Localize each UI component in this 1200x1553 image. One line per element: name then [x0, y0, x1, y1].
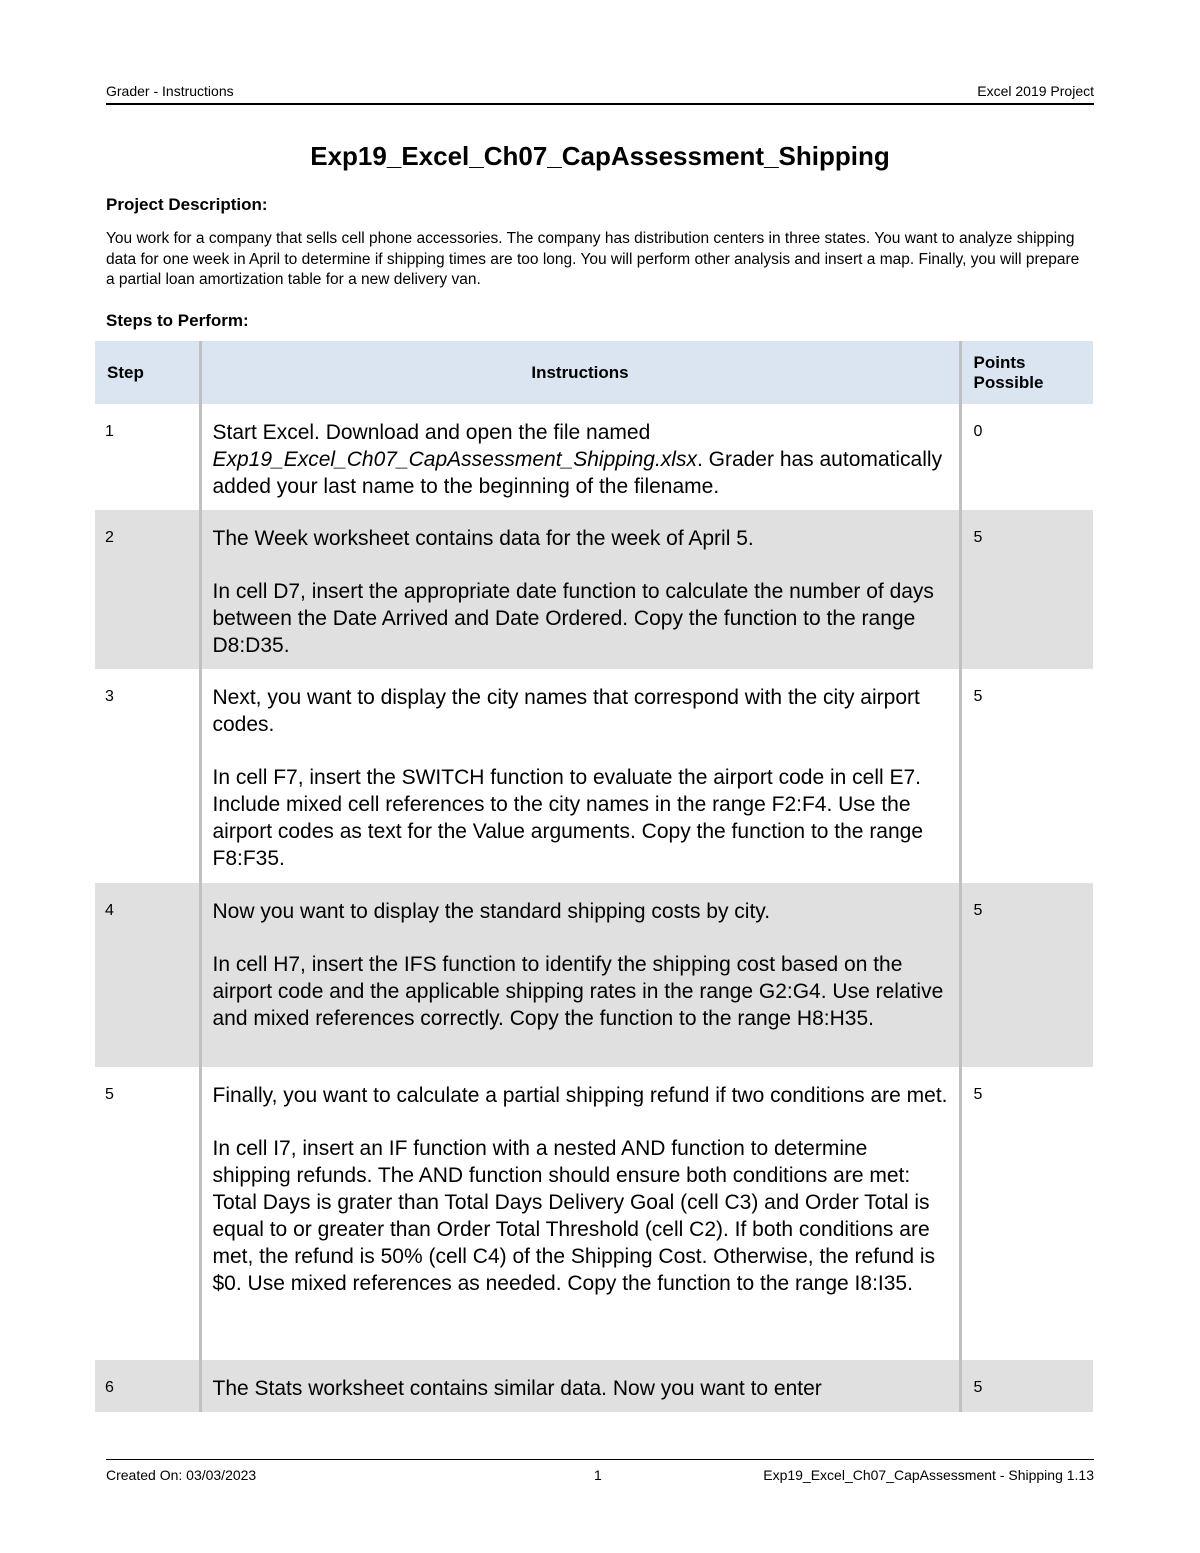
- step-points: 5: [960, 883, 1093, 1067]
- step-instructions: [200, 1360, 960, 1412]
- step-number: 2: [95, 510, 200, 669]
- step-points: 5: [960, 1067, 1093, 1360]
- step-points: 5: [960, 510, 1093, 669]
- step-points: 5: [960, 1360, 1093, 1412]
- table-row: [95, 404, 1093, 510]
- header-instructions: Instructions: [200, 341, 960, 404]
- step-number: 6: [95, 1360, 200, 1412]
- header-left-text: Grader - Instructions: [106, 83, 234, 99]
- instruction-paragraph: In cell I7, insert an IF function with a nested AND function to determine shipping refunds. The AND function should ensure both conditions are met: Total Days is grater than Total Days Delivery Goal (cell C3) and Order Total is equal to or greater than Order Total Threshold (cell C2). If both conditions are met, the refund is 50% (cell C4) of the Shipping Cost. Otherwise, the refund is $0. Use mixed references as needed. Copy the function to the range I8:I35.: [212, 1137, 936, 1295]
- project-description-text: You work for a company that sells cell phone accessories. The company has distribution centers in three states. You want to analyze shipping data for one week in April to determine if shipping times are too long. You will perform other analysis and insert a map. Finally, you will prepare a partial loan amortization table for a new delivery van.: [106, 230, 1080, 288]
- step-number: 5: [105, 1086, 114, 1103]
- table-row: [95, 1360, 1093, 1412]
- header-step: Step: [95, 341, 200, 404]
- document-title: Exp19_Excel_Ch07_CapAssessment_Shipping: [310, 141, 890, 171]
- instruction-paragraph: In cell H7, insert the IFS function to identify the shipping cost based on the airport code and the applicable shipping rates in the range G2:G4. Use relative and mixed references correctly. Copy the function to the range H8:H35.: [212, 953, 944, 1030]
- instruction-paragraph: Finally, you want to calculate a partial shipping refund if two conditions are met.: [212, 1084, 948, 1107]
- footer-document-id: Exp19_Excel_Ch07_CapAssessment - Shipping 1.13: [763, 1467, 1094, 1483]
- instruction-text: . Grader has automatically added your last name to the beginning of the filename.: [212, 448, 943, 498]
- table-row: [95, 510, 1093, 669]
- page-header: [106, 83, 1094, 105]
- step-number: 4: [95, 883, 200, 1067]
- step-instructions: [200, 1067, 960, 1360]
- footer-created-date: Created On: 03/03/2023: [106, 1467, 257, 1483]
- table-row: [95, 669, 1093, 883]
- instruction-paragraph: In cell F7, insert the SWITCH function to evaluate the airport code in cell E7. Include mixed cell references to the city names in the range F2:F4. Use the airport codes as text for the Value arguments. Copy the function to the range F8:F35.: [212, 766, 924, 870]
- instruction-text: Start Excel. Download and open the file named: [212, 421, 651, 444]
- step-number: 1: [105, 423, 114, 440]
- instruction-paragraph: The Week worksheet contains data for the week of April 5.: [212, 527, 754, 550]
- instruction-paragraph: The Stats worksheet contains similar data. Now you want to enter: [212, 1377, 822, 1400]
- step-instructions: [200, 669, 960, 883]
- step-instructions: [200, 883, 960, 1067]
- header-points: Points Possible: [960, 341, 1093, 404]
- project-description-label: Project Description:: [106, 195, 268, 214]
- instruction-paragraph: [213, 419, 949, 500]
- step-points: 5: [960, 669, 1093, 883]
- step-points: 0: [960, 404, 1093, 510]
- footer-page-number: 1: [594, 1467, 602, 1483]
- steps-label: Steps to Perform:: [106, 311, 249, 330]
- step-number: 3: [105, 688, 114, 705]
- instruction-paragraph: Next, you want to display the city names that correspond with the city airport codes.: [212, 686, 920, 736]
- table-row: [95, 883, 1093, 1067]
- step-instructions: [200, 510, 960, 669]
- filename-text: Exp19_Excel_Ch07_CapAssessment_Shipping.xlsx: [212, 448, 697, 471]
- table-header-row: [95, 341, 1093, 404]
- table-row: [95, 1067, 1093, 1360]
- instruction-paragraph: In cell D7, insert the appropriate date function to calculate the number of days between the Date Arrived and Date Ordered. Copy the function to the range D8:D35.: [212, 580, 934, 657]
- instruction-paragraph: Now you want to display the standard shipping costs by city.: [212, 900, 771, 923]
- header-right-text: Excel 2019 Project: [977, 83, 1094, 99]
- page-footer: [106, 1459, 1094, 1484]
- steps-table: [95, 341, 1093, 1412]
- step-instructions: [200, 404, 960, 510]
